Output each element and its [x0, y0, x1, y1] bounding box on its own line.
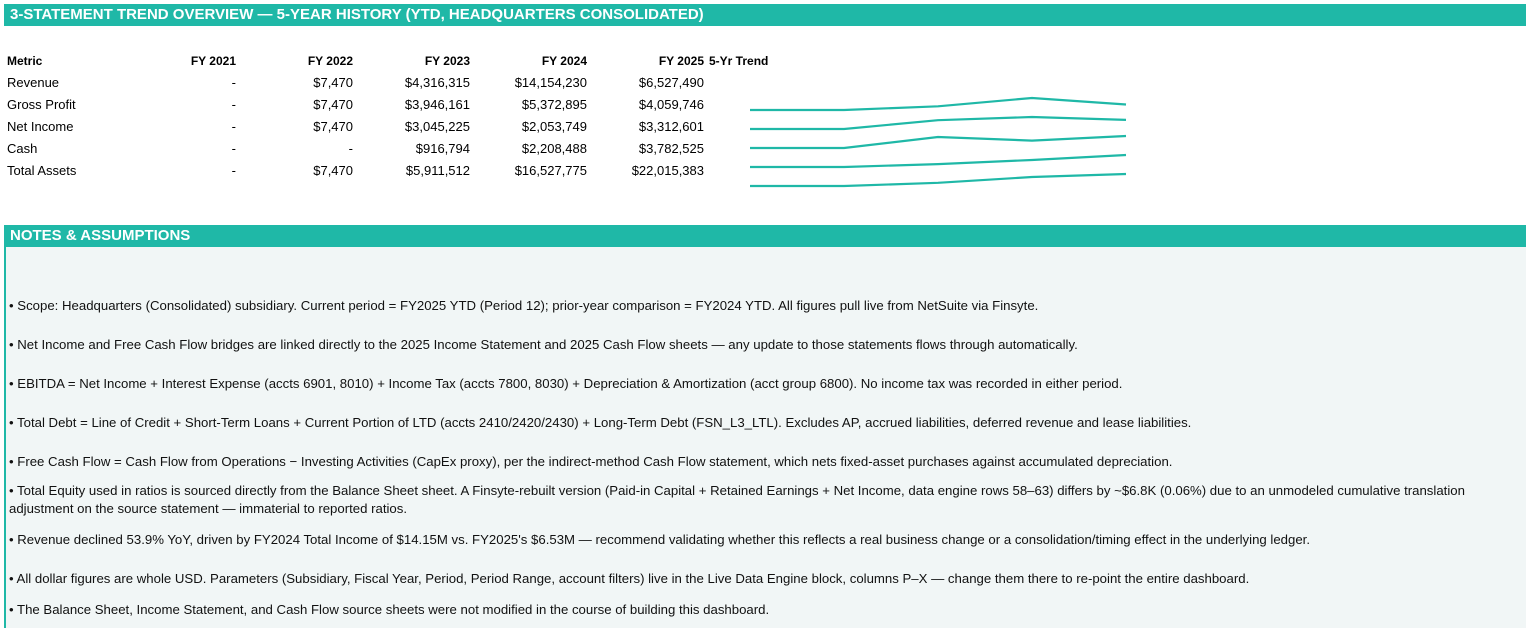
note-item[interactable]: • Net Income and Free Cash Flow bridges are linked directly to the 2025 Income Statement and 2025 Cash Flow sheets — any update to those statements flows through automatically.	[9, 337, 1078, 352]
row-label[interactable]: Revenue	[7, 75, 60, 90]
notes-panel	[4, 247, 1526, 628]
cell-value[interactable]: -	[231, 163, 236, 178]
row-label[interactable]: Net Income	[7, 119, 74, 134]
row-label[interactable]: Total Assets	[7, 163, 77, 178]
sparkline-group	[745, 80, 1135, 200]
sparkline-cash	[750, 155, 1126, 167]
column-header-fy2024[interactable]: FY 2024	[541, 54, 587, 68]
notes-section-header: NOTES & ASSUMPTIONS	[4, 225, 1526, 247]
cell-value[interactable]: $3,946,161	[404, 97, 470, 112]
sparkline-total-assets	[750, 174, 1126, 186]
trend-table-header-row	[0, 50, 780, 72]
table-row	[0, 72, 780, 94]
cell-value[interactable]: $4,059,746	[638, 97, 704, 112]
note-item[interactable]: • Free Cash Flow = Cash Flow from Operations − Investing Activities (CapEx proxy), per the indirect-method Cash Flow statement, which nets fixed-asset purchases against accumulated depreciation.	[9, 454, 1173, 469]
table-row	[0, 138, 780, 160]
row-label[interactable]: Cash	[7, 141, 38, 156]
note-item[interactable]: • Revenue declined 53.9% YoY, driven by FY2024 Total Income of $14.15M vs. FY2025's $6.53M — recommend validating whether this reflects a real business change or a consolidation/timing effect in the underlying ledger.	[9, 532, 1311, 547]
cell-value[interactable]: -	[231, 141, 236, 156]
row-label[interactable]: Gross Profit	[7, 97, 76, 112]
note-item[interactable]: • The Balance Sheet, Income Statement, and Cash Flow source sheets were not modified in the course of building this dashboard.	[9, 602, 770, 617]
cell-value[interactable]: $3,312,601	[638, 119, 704, 134]
cell-value[interactable]: $916,794	[415, 141, 470, 156]
sparkline-net-income	[750, 136, 1126, 148]
cell-value[interactable]: $7,470	[313, 97, 353, 112]
cell-value[interactable]: -	[231, 119, 236, 134]
cell-value[interactable]: $7,470	[313, 119, 353, 134]
trend-section-header: 3-STATEMENT TREND OVERVIEW — 5-YEAR HISTORY (YTD, HEADQUARTERS CONSOLIDATED)	[4, 4, 1526, 26]
cell-value[interactable]: $14,154,230	[514, 75, 587, 90]
cell-value[interactable]: $3,782,525	[638, 141, 704, 156]
sparkline-gross-profit	[750, 117, 1126, 129]
column-header-fy2025[interactable]: FY 2025	[658, 54, 704, 68]
table-row	[0, 160, 780, 182]
cell-value[interactable]: $4,316,315	[404, 75, 470, 90]
column-header-metric[interactable]: Metric	[7, 54, 43, 68]
sparkline-revenue	[750, 98, 1126, 110]
note-item[interactable]: • Total Equity used in ratios is sourced directly from the Balance Sheet sheet. A Finsyte-rebuilt version (Paid-in Capital + Retained Earnings + Net Income, data engine rows 58–63) differs by ~$6.8K (0.06%) due to an unmodeled cumulative translation adjustment on the source statement — immaterial to reported ratios.	[9, 483, 1465, 516]
cell-value[interactable]: -	[348, 141, 353, 156]
column-header-fy2022[interactable]: FY 2022	[307, 54, 353, 68]
note-item[interactable]: • All dollar figures are whole USD. Parameters (Subsidiary, Fiscal Year, Period, Period Range, account filters) live in the Live Data Engine block, columns P–X — change them there to re-point the entire dashboard.	[9, 571, 1250, 586]
cell-value[interactable]: $5,911,512	[405, 163, 470, 178]
note-item[interactable]: • Total Debt = Line of Credit + Short-Term Loans + Current Portion of LTD (accts 2410/2420/2430) + Long-Term Debt (FSN_L3_LTL). Excludes AP, accrued liabilities, deferred revenue and lease liabilities.	[9, 415, 1192, 430]
cell-value[interactable]: $3,045,225	[404, 119, 470, 134]
cell-value[interactable]: -	[231, 97, 236, 112]
table-row	[0, 94, 780, 116]
cell-value[interactable]: $2,053,749	[521, 119, 587, 134]
table-row	[0, 116, 780, 138]
column-header-fy2021[interactable]: FY 2021	[190, 54, 236, 68]
cell-value[interactable]: $7,470	[313, 75, 353, 90]
cell-value[interactable]: $16,527,775	[514, 163, 587, 178]
column-header-fy2023[interactable]: FY 2023	[424, 54, 470, 68]
note-item[interactable]: • EBITDA = Net Income + Interest Expense (accts 6901, 8010) + Income Tax (accts 7800, 8030) + Depreciation & Amortization (acct group 6800). No income tax was recorded in either period.	[9, 376, 1123, 391]
column-header-5yr-trend[interactable]: 5-Yr Trend	[709, 54, 769, 68]
cell-value[interactable]: $7,470	[313, 163, 353, 178]
note-item[interactable]: • Scope: Headquarters (Consolidated) subsidiary. Current period = FY2025 YTD (Period 12); prior-year comparison = FY2024 YTD. All figures pull live from NetSuite via Finsyte.	[9, 298, 1039, 313]
cell-value[interactable]: $22,015,383	[631, 163, 704, 178]
cell-value[interactable]: $2,208,488	[521, 141, 587, 156]
cell-value[interactable]: $5,372,895	[521, 97, 587, 112]
cell-value[interactable]: $6,527,490	[638, 75, 704, 90]
cell-value[interactable]: -	[231, 75, 236, 90]
